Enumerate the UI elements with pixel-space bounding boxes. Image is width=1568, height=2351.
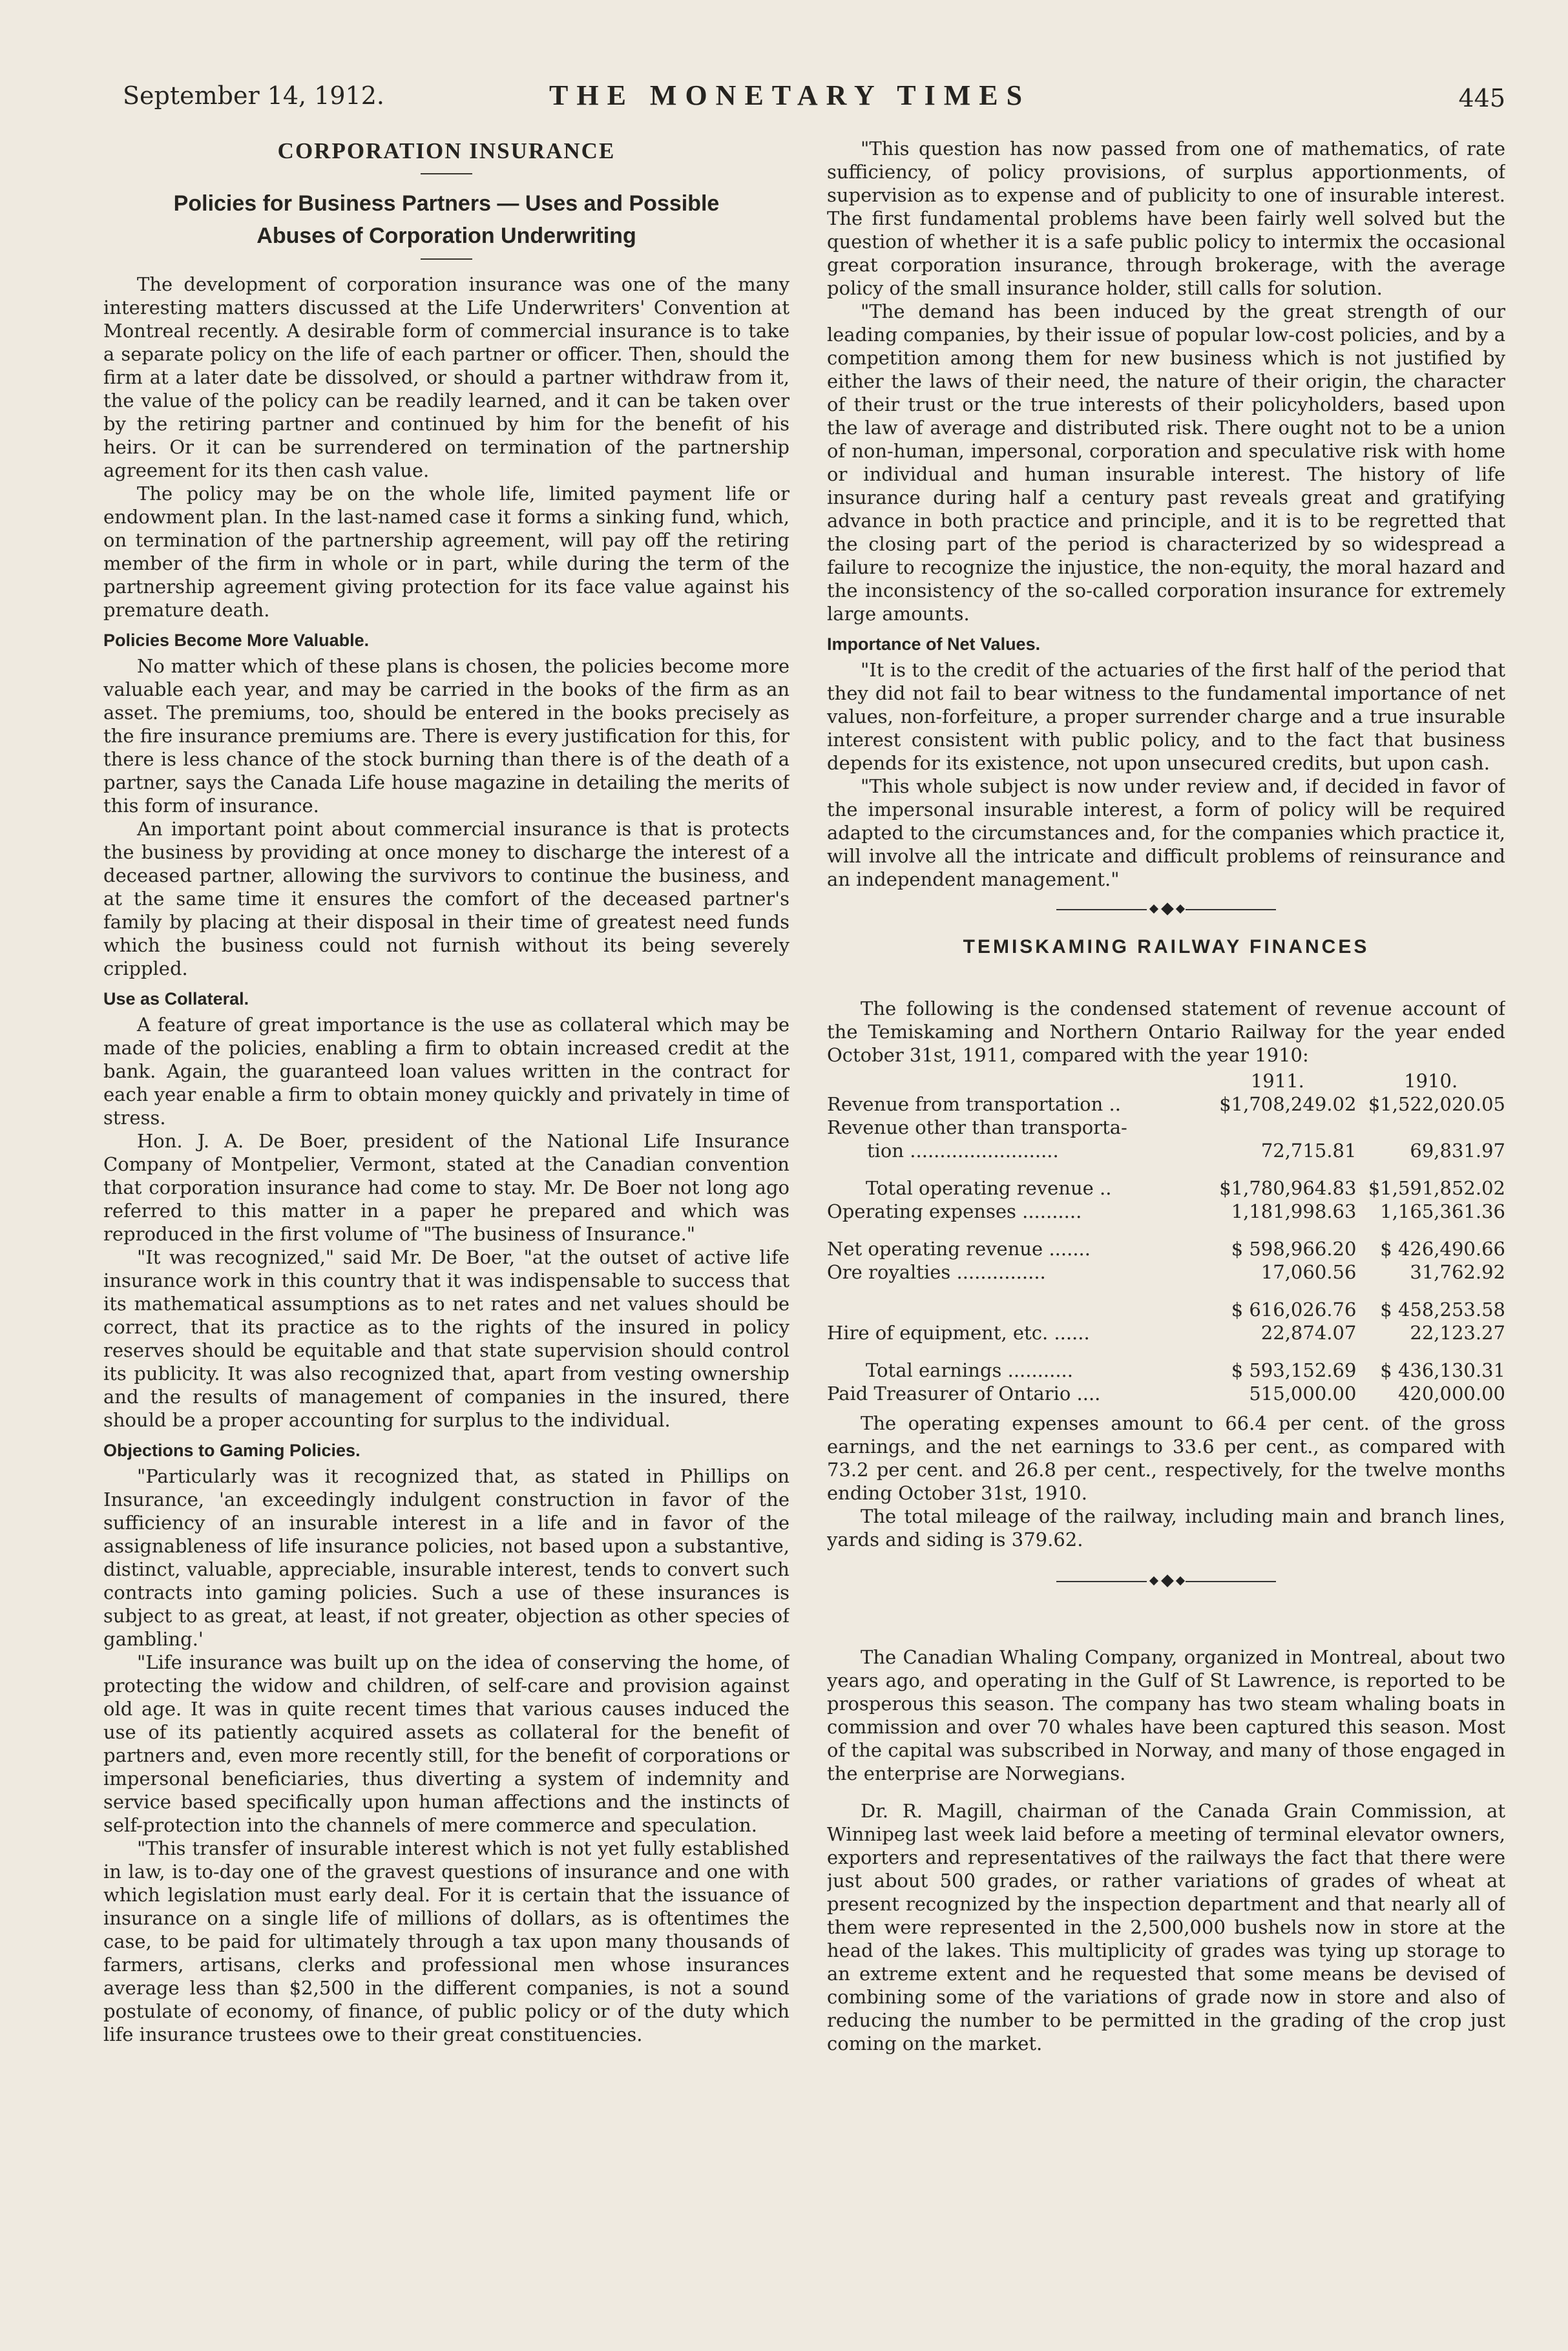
news-note-whaling: The Canadian Whaling Company, organized in Montreal, about two years ago, and operating in the Gulf of St Lawrence, is reported to be prosperous this season. The company has two steam whaling boats in commission and over 70 whales have been captured this season. Most of the capital was subscribed in Norway, and many of those engaged in the enterprise are Norwegians. bbox=[827, 1646, 1505, 1784]
table-header-row bbox=[827, 1069, 1505, 1092]
table-row: tion ......................... 72,715.81 69,831.97 bbox=[867, 1140, 1505, 1162]
table-row: Paid Treasurer of Ontario .... 515,000.00 420,000.00 bbox=[827, 1383, 1505, 1405]
table-row: Revenue other than transporta- bbox=[827, 1116, 1127, 1138]
section-ornament bbox=[1056, 1574, 1276, 1589]
subhead-net-values: Importance of Net Values. bbox=[827, 634, 1041, 654]
subtitle-rule bbox=[421, 258, 472, 260]
left-column bbox=[103, 136, 789, 2319]
paragraph-continued: "This transfer of insurable interest which is not yet fully established in law, is to-day one of the gravest questions of insurance and one with which legislation must early deal. For it is certain that the issuance of insurance on a single life of millions of dollars, as is oftentimes the case, to be paid for ultimately through a tax upon many thousands of farmers, artisans, clerks and professional men whose insurances average less than $2,500 in the different companies, is not a sound postulate of economy, of finance, of public policy or of the duty which life insurance trustees owe to their great constituencies. bbox=[103, 1837, 789, 2045]
subtitle-line-2: Abuses of Corporation Underwriting bbox=[256, 224, 636, 248]
title-rule bbox=[421, 173, 472, 174]
table-row: Total operating revenue .. $1,780,964.83 $1,591,852.02 bbox=[866, 1177, 1505, 1199]
subhead-gaming-policies: Objections to Gaming Policies. bbox=[103, 1441, 361, 1460]
subtitle-line-1: Policies for Business Partners — Uses and Possible bbox=[173, 191, 720, 216]
running-header bbox=[123, 76, 1505, 121]
issue-date: September 14, 1912. bbox=[123, 81, 384, 110]
paragraph: A feature of great importance is the use as collateral which may be made of the policies, enabling a firm to obtain increased credit at the bank. Again, the guaranteed loan values written in the contract for each year enable a firm to obtain money quickly and privately in time of stress. bbox=[103, 1014, 789, 1129]
publication-title: THE MONETARY TIMES bbox=[549, 79, 1031, 111]
section-ornament bbox=[1056, 903, 1276, 917]
table-row: Revenue from transportation .. $1,708,249.02 $1,522,020.05 bbox=[827, 1093, 1505, 1115]
paragraph: The total mileage of the railway, including main and branch lines, yards and siding is 379.62. bbox=[827, 1505, 1505, 1551]
paragraph: The development of corporation insurance was one of the many interesting matters discussed at the Life Underwriters' Convention at Montreal recently. A desirable form of commercial insurance is to take a separate policy on the life of each partner or officer. Then, should the firm at a later date be dissolved, or should a partner withdraw from it, the value of the policy can be readily learned, and it can be taken over by the retiring partner and continued by him for the benefit of his heirs. Or it can be surrendered on termination of the partnership agreement for its then cash value. bbox=[103, 273, 789, 481]
paragraph: An important point about commercial insurance is that is protects the business by providing at once money to discharge the interest of a deceased partner, allowing the survivors to continue the business, and at the same time it ensures the comfort of the deceased partner's family by placing at their disposal in their time of greatest need funds which the business could not furnish without its being severely crippled. bbox=[103, 818, 789, 979]
paragraph: Hon. J. A. De Boer, president of the National Life Insurance Company of Montpelier, Vermont, stated at the Canadian convention that corporation insurance had come to stay. Mr. De Boer not long ago referred to this matter in a paper he prepared and which was reproduced in the first volume of "The business of Insurance." bbox=[103, 1130, 789, 1245]
paragraph: "This question has now passed from one of mathematics, of rate sufficiency, of policy provisions, of surplus apportionments, of supervision as to expense and of publicity to one of insurable interest. The first fundamental problems have been fairly well solved but the question of whether it is a safe public policy to intermix the occasional great corporation insurance, through brokerage, with the average policy of the small insurance holder, still calls for solution. bbox=[827, 138, 1505, 299]
table-row: Operating expenses .......... 1,181,998.63 1,165,361.36 bbox=[827, 1200, 1505, 1222]
table-row: Total earnings ........... $ 593,152.69 $ 436,130.31 bbox=[866, 1359, 1505, 1381]
paragraph: "It is to the credit of the actuaries of the first half of the period that they did not fail to bear witness to the fundamental importance of net values, non-forfeiture, a proper surrender charge and a true insurable interest consistent with public policy, and to the fact that business depends for its existence, not upon unsecured credits, but upon cash. bbox=[827, 659, 1505, 774]
paragraph: "It was recognized," said Mr. De Boer, "at the outset of active life insurance work in this country that it was indispensable to success that its mathematical assumptions as to net rates and net values should be correct, that its practice as to the rights of the insured in policy reserves should be equitable and that state supervision should control its publicity. It was also recognized that, apart from vesting ownership and the results of management of companies in the insured, there should be a proper accounting for surplus to the individual. bbox=[103, 1246, 789, 1431]
table-row: Hire of equipment, etc. ...... 22,874.07 22,123.27 bbox=[827, 1322, 1505, 1344]
table-row: $ 616,026.76 $ 458,253.58 bbox=[1231, 1299, 1505, 1321]
paragraph: No matter which of these plans is chosen, the policies become more valuable each year, and may be carried in the books of the firm as an asset. The premiums, too, should be entered in the books precisely as the fire insurance premiums are. There is every justification for this, for there is less chance of the stock burning than there is of the death of a partner, says the Canada Life house magazine in detailing the merits of this form of insurance. bbox=[103, 655, 789, 817]
paragraph: The following is the condensed statement of revenue account of the Temiskaming and Northern Ontario Railway for the year ended October 31st, 1911, compared with the year 1910: bbox=[827, 998, 1505, 1066]
column-1911: 1911. bbox=[1250, 1070, 1304, 1092]
table-row: Ore royalties ............... 17,060.56 31,762.92 bbox=[827, 1261, 1505, 1283]
article-title: CORPORATION INSURANCE bbox=[277, 138, 616, 163]
column-1910: 1910. bbox=[1404, 1070, 1458, 1092]
table-row: Net operating revenue ....... $ 598,966.20 $ 426,490.66 bbox=[827, 1238, 1505, 1260]
subhead-collateral: Use as Collateral. bbox=[103, 989, 249, 1008]
paragraph: "Life insurance was built up on the idea of conserving the home, of protecting the widow and children, of self-care and provision against old age. It was in quite recent times that various causes induced the use of its patiently acquired assets as collateral for the benefit of partners and, even more recently still, for the benefit of corporations or impersonal beneficiaries, thus diverting a system of indemnity and service based specifically upon human affections and the instincts of self-protection into the channels of mere commerce and speculation. bbox=[103, 1651, 789, 1836]
news-note-grain-commission: Dr. R. Magill, chairman of the Canada Grain Commission, at Winnipeg last week laid before a meeting of terminal elevator owners, exporters and representatives of the railways the fact that there were just about 500 grades, or rather variations of grades of wheat at present recognized by the inspection department and that nearly all of them were represented in the 2,500,000 bushels now in store at the head of the lakes. This multiplicity of grades was tying up storage to an extreme extent and he requested that some means be devised of combining some of the variations of grade now in store and also of reducing the number to be permitted in the grading of the crop just coming on the market. bbox=[827, 1800, 1505, 2054]
subhead-policies-valuable: Policies Become More Valuable. bbox=[103, 631, 370, 650]
page-number: 445 bbox=[1458, 84, 1505, 112]
paragraph: "This whole subject is now under review and, if decided in favor of the impersonal insurable interest, a form of policy will be required adapted to the circumstances and, for the companies which practice it, will involve all the intricate and difficult problems of reinsurance and an independent management." bbox=[827, 775, 1505, 890]
paragraph: "Particularly was it recognized that, as stated in Phillips on Insurance, 'an exceedingly indulgent construction in favor of the sufficiency of an insurable interest in a life and in favor of the assignableness of life insurance policies, not based upon a substantive, distinct, valuable, appreciable, insurable interest, tends to convert such contracts into gaming policies. Such a use of these insurances is subject to as great, at least, if not greater, objection as other species of gambling.' bbox=[103, 1465, 789, 1650]
paragraph: The policy may be on the whole life, limited payment life or endowment plan. In the last-named case it forms a sinking fund, which, on termination of the partnership agreement, will pay off the retiring member of the firm in whole or in part, while during the term of the partnership agreement giving protection for its face value against his premature death. bbox=[103, 483, 789, 621]
paragraph: The operating expenses amount to 66.4 per cent. of the gross earnings, and the net earnings to 33.6 per cent., as compared with 73.2 per cent. and 26.8 per cent., respectively, for the twelve months ending October 31st, 1910. bbox=[827, 1412, 1505, 1504]
revenue-table bbox=[827, 1069, 1505, 1405]
article-subtitle bbox=[103, 187, 789, 252]
right-column bbox=[827, 137, 1505, 2321]
paragraph: "The demand has been induced by the great strength of our leading companies, by their issue of popular low-cost policies, and by a competition among them for new business which is not justified by either the laws of their need, the nature of their origin, the character of their trust or the true interests of their policyholders, based upon the law of average and distributed risk. There ought not to be a union of non-human, impersonal, corporation and speculative risk with home or individual and human insurable interest. The history of life insurance during half a century past reveals great and gratifying advance in both practice and principle, and it is to be regretted that the closing part of the period is characterized by so widespread a failure to recognize the injustice, the non-equity, the moral hazard and the inconsistency of the so-called corporation insurance for extremely large amounts. bbox=[827, 300, 1505, 625]
railway-article-title: TEMISKAMING RAILWAY FINANCES bbox=[963, 936, 1370, 957]
